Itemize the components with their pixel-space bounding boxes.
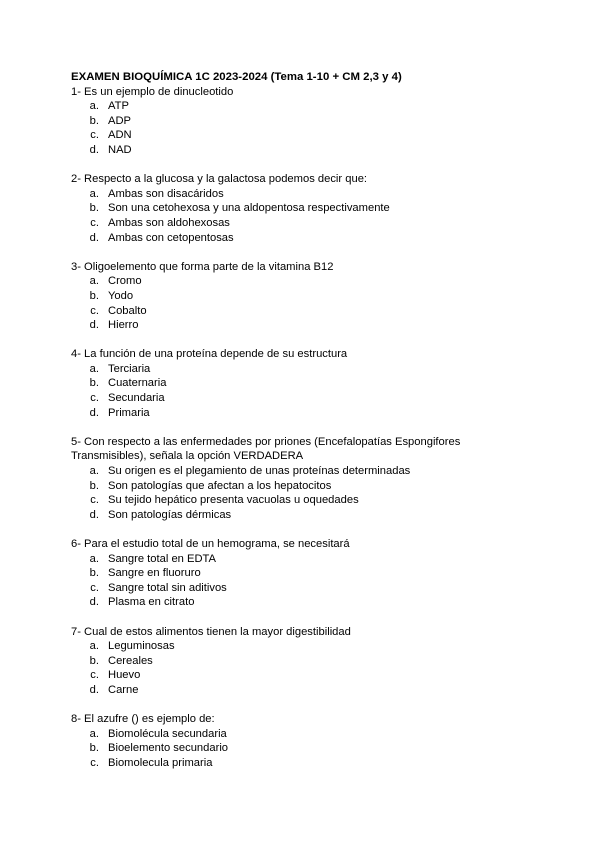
option-marker: c. bbox=[90, 304, 99, 317]
option-marker: c. bbox=[90, 129, 99, 142]
option-text: Terciaria bbox=[108, 362, 151, 375]
answer-option bbox=[71, 741, 541, 756]
option-marker: b. bbox=[89, 377, 99, 390]
answer-option bbox=[71, 274, 541, 289]
answer-option bbox=[71, 654, 541, 669]
option-marker: d. bbox=[89, 596, 99, 609]
answer-option bbox=[71, 362, 541, 377]
option-marker: b. bbox=[89, 742, 99, 755]
answer-option bbox=[71, 493, 541, 508]
question-4 bbox=[71, 347, 541, 420]
option-text: Sangre total en EDTA bbox=[108, 552, 216, 565]
option-text: Hierro bbox=[108, 319, 139, 332]
answer-option bbox=[71, 406, 541, 421]
option-text: Biomolécula secundaria bbox=[108, 727, 227, 740]
option-text: Carne bbox=[108, 683, 139, 696]
option-text: Son patologías que afectan a los hepatocitos bbox=[108, 479, 332, 492]
question-text: 5- Con respecto a las enfermedades por priones (Encefalopatías Espongifores Transmisibles), señala la opción VERDADERA bbox=[71, 435, 461, 463]
answer-options bbox=[71, 639, 541, 697]
option-marker: b. bbox=[89, 202, 99, 215]
answer-options bbox=[71, 552, 541, 610]
option-text: Cereales bbox=[108, 654, 153, 667]
question-2 bbox=[71, 172, 541, 245]
answer-option bbox=[71, 128, 541, 143]
answer-option bbox=[71, 756, 541, 771]
question-list bbox=[71, 85, 541, 771]
option-marker: c. bbox=[90, 669, 99, 682]
answer-option bbox=[71, 216, 541, 231]
option-text: ADN bbox=[108, 129, 132, 142]
answer-option bbox=[71, 508, 541, 523]
option-marker: b. bbox=[89, 114, 99, 127]
spacer bbox=[71, 420, 541, 435]
answer-options bbox=[71, 464, 541, 522]
answer-option bbox=[71, 479, 541, 494]
option-marker: c. bbox=[90, 581, 99, 594]
option-marker: a. bbox=[89, 727, 99, 740]
option-marker: d. bbox=[89, 319, 99, 332]
option-text: ATP bbox=[108, 100, 129, 113]
question-8 bbox=[71, 712, 541, 770]
option-text: Cuaternaria bbox=[108, 377, 167, 390]
option-text: NAD bbox=[108, 143, 132, 156]
option-marker: a. bbox=[89, 552, 99, 565]
option-text: Sangre en fluoruro bbox=[108, 567, 201, 580]
option-text: Yodo bbox=[108, 289, 134, 302]
answer-option bbox=[71, 114, 541, 129]
option-marker: b. bbox=[89, 567, 99, 580]
option-text: Su origen es el plegamiento de unas proteínas determinadas bbox=[108, 465, 411, 478]
spacer bbox=[71, 522, 541, 537]
question-text: 3- Oligoelemento que forma parte de la vitamina B12 bbox=[71, 260, 334, 273]
option-text: Ambas son aldohexosas bbox=[108, 216, 230, 229]
option-marker: b. bbox=[89, 654, 99, 667]
option-text: Son una cetohexosa y una aldopentosa respectivamente bbox=[108, 202, 390, 215]
question-text: 4- La función de una proteína depende de su estructura bbox=[71, 348, 348, 361]
answer-option bbox=[71, 581, 541, 596]
option-marker: a. bbox=[89, 100, 99, 113]
spacer bbox=[71, 698, 541, 713]
option-marker: c. bbox=[90, 392, 99, 405]
answer-options bbox=[71, 727, 541, 771]
option-text: Su tejido hepático presenta vacuolas u oquedades bbox=[108, 494, 359, 507]
question-7 bbox=[71, 625, 541, 698]
answer-option bbox=[71, 99, 541, 114]
option-text: Plasma en citrato bbox=[108, 596, 195, 609]
option-text: Secundaria bbox=[108, 392, 165, 405]
spacer bbox=[71, 158, 541, 173]
option-text: Leguminosas bbox=[108, 640, 175, 653]
option-text: Biomolecula primaria bbox=[108, 756, 213, 769]
option-marker: b. bbox=[89, 479, 99, 492]
question-3 bbox=[71, 260, 541, 333]
question-text: 2- Respecto a la glucosa y la galactosa podemos decir que: bbox=[71, 173, 368, 186]
option-marker: a. bbox=[89, 362, 99, 375]
option-text: ADP bbox=[108, 114, 132, 127]
answer-options bbox=[71, 362, 541, 420]
option-text: Sangre total sin aditivos bbox=[108, 581, 227, 594]
answer-options bbox=[71, 99, 541, 157]
answer-option bbox=[71, 201, 541, 216]
answer-option bbox=[71, 187, 541, 202]
option-text: Huevo bbox=[108, 669, 141, 682]
option-text: Cromo bbox=[108, 275, 142, 288]
exam-document bbox=[71, 70, 541, 771]
exam-title: EXAMEN BIOQUÍMICA 1C 2023-2024 (Tema 1-10 + CM 2,3 y 4) bbox=[71, 71, 402, 83]
spacer bbox=[71, 610, 541, 625]
answer-options bbox=[71, 274, 541, 332]
answer-option bbox=[71, 143, 541, 158]
answer-option bbox=[71, 552, 541, 567]
option-marker: c. bbox=[90, 216, 99, 229]
option-marker: c. bbox=[90, 756, 99, 769]
option-marker: d. bbox=[89, 143, 99, 156]
option-marker: d. bbox=[89, 508, 99, 521]
question-6 bbox=[71, 537, 541, 610]
question-text: 6- Para el estudio total de un hemograma, se necesitará bbox=[71, 538, 350, 550]
option-marker: a. bbox=[89, 465, 99, 478]
option-marker: a. bbox=[89, 187, 99, 200]
option-text: Ambas son disacáridos bbox=[108, 187, 224, 200]
answer-option bbox=[71, 668, 541, 683]
answer-option bbox=[71, 304, 541, 319]
option-text: Son patologías dérmicas bbox=[108, 508, 232, 521]
answer-option bbox=[71, 289, 541, 304]
answer-options bbox=[71, 187, 541, 245]
answer-option bbox=[71, 683, 541, 698]
question-text: 1- Es un ejemplo de dinucleotido bbox=[71, 85, 234, 98]
option-marker: a. bbox=[89, 640, 99, 653]
answer-option bbox=[71, 231, 541, 246]
answer-option bbox=[71, 464, 541, 479]
question-5 bbox=[71, 435, 541, 523]
question-text: 8- El azufre () es ejemplo de: bbox=[71, 713, 215, 726]
answer-option bbox=[71, 318, 541, 333]
answer-option bbox=[71, 595, 541, 610]
question-1 bbox=[71, 85, 541, 158]
option-text: Bioelemento secundario bbox=[108, 742, 229, 755]
option-text: Primaria bbox=[108, 406, 150, 419]
answer-option bbox=[71, 727, 541, 742]
option-marker: d. bbox=[89, 406, 99, 419]
answer-option bbox=[71, 639, 541, 654]
spacer bbox=[71, 245, 541, 260]
answer-option bbox=[71, 566, 541, 581]
option-marker: d. bbox=[89, 231, 99, 244]
answer-option bbox=[71, 376, 541, 391]
option-text: Cobalto bbox=[108, 304, 147, 317]
option-marker: d. bbox=[89, 683, 99, 696]
option-text: Ambas con cetopentosas bbox=[108, 231, 234, 244]
spacer bbox=[71, 333, 541, 348]
answer-option bbox=[71, 391, 541, 406]
option-marker: c. bbox=[90, 494, 99, 507]
question-text: 7- Cual de estos alimentos tienen la mayor digestibilidad bbox=[71, 625, 351, 638]
option-marker: b. bbox=[89, 289, 99, 302]
option-marker: a. bbox=[89, 275, 99, 288]
